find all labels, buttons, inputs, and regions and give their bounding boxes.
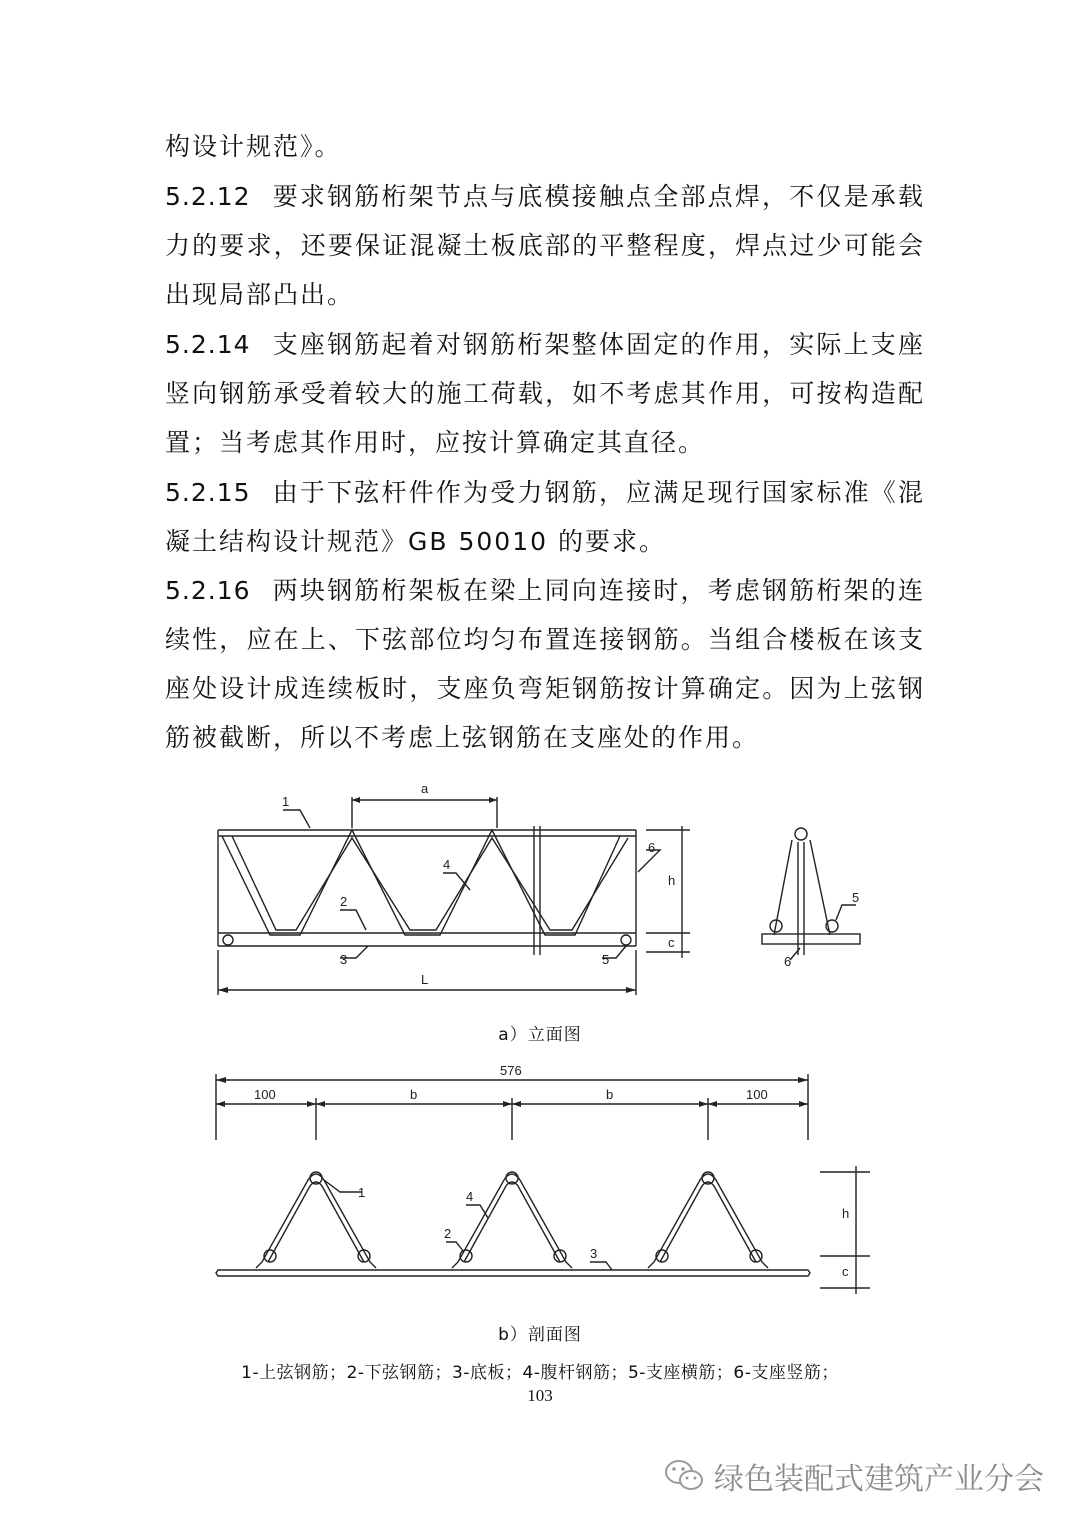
paragraph-continuation xyxy=(165,122,925,171)
label-1: 1 xyxy=(358,1185,366,1200)
dim-total-label: 576 xyxy=(500,1063,522,1078)
bottom-plate xyxy=(216,1270,810,1276)
support-bar-left xyxy=(223,935,233,945)
dim-right-label: 100 xyxy=(746,1087,768,1102)
side-label-6: 6 xyxy=(784,954,792,969)
arrow xyxy=(216,1101,225,1107)
leader-3 xyxy=(590,1262,612,1270)
side-bottom-plate xyxy=(762,934,860,944)
paragraph-text: 构设计规范》。 xyxy=(165,132,342,161)
figure-legend: 1-上弦钢筋；2-下弦钢筋；3-底板；4-腹杆钢筋；5-支座横筋；6-支座竖筋； xyxy=(241,1363,839,1383)
watermark-text: 绿色装配式建筑产业分会 xyxy=(714,1462,1044,1497)
arrow xyxy=(218,987,228,993)
arrow xyxy=(626,987,636,993)
wechat-icon xyxy=(664,1459,704,1493)
label-4: 4 xyxy=(443,857,451,872)
label-2: 2 xyxy=(444,1226,452,1241)
dim-h-label: h xyxy=(842,1206,850,1221)
dim-a-label: a xyxy=(421,781,429,796)
clause-text: 支座钢筋起着对钢筋桁架整体固定的作用，实际上支座竖向钢筋承受着较大的施工荷载，如不考虑其作用，可按构造配置；当考虑其作用时，应按计算确定其直径。 xyxy=(165,330,925,457)
arrow xyxy=(489,797,497,803)
truss-3-web-inner xyxy=(660,1182,756,1262)
label-1: 1 xyxy=(282,794,290,809)
clause-5-2-14 xyxy=(165,320,925,467)
arrow xyxy=(316,1101,325,1107)
side-leader-5 xyxy=(836,905,856,920)
arrow xyxy=(216,1077,226,1083)
clause-text: 两块钢筋桁架板在梁上同向连接时，考虑钢筋桁架的连续性，应在上、下弦部位均匀布置连接钢筋。当组合楼板在该支座处设计成连续板时，支座负弯矩钢筋按计算确定。因为上弦钢筋被截断，所以不考虑上弦钢筋在支座处的作用。 xyxy=(165,576,925,752)
leader-1 xyxy=(283,810,310,828)
arrow xyxy=(699,1101,708,1107)
dim-b2-label: b xyxy=(606,1087,614,1102)
clause-number: 5.2.14 xyxy=(165,330,251,359)
figure-b-caption: b）剖面图 xyxy=(498,1325,582,1345)
clause-number: 5.2.16 xyxy=(165,576,251,605)
label-3: 3 xyxy=(590,1246,598,1261)
label-4: 4 xyxy=(466,1189,474,1204)
dim-L-label: L xyxy=(421,972,429,987)
clause-5-2-16 xyxy=(165,566,925,762)
dim-c-label: c xyxy=(842,1264,849,1279)
truss-2-web-inner xyxy=(464,1182,560,1262)
clause-5-2-12 xyxy=(165,172,925,319)
clause-text: 由于下弦杆件作为受力钢筋，应满足现行国家标准《混凝土结构设计规范》GB 50010 的要求。 xyxy=(165,478,925,556)
leader-2 xyxy=(446,1242,464,1252)
clause-number: 5.2.15 xyxy=(165,478,251,507)
label-5: 5 xyxy=(602,952,610,967)
arrow xyxy=(798,1077,808,1083)
dim-c-label: c xyxy=(668,935,675,950)
label-3: 3 xyxy=(340,952,348,967)
label-2: 2 xyxy=(340,894,348,909)
arrow xyxy=(708,1101,717,1107)
leader-4 xyxy=(466,1205,488,1218)
arrow xyxy=(307,1101,316,1107)
arrow xyxy=(352,797,360,803)
leader-2 xyxy=(340,910,366,930)
figure-b-section xyxy=(0,1062,1080,1302)
arrow xyxy=(503,1101,512,1107)
dim-b1-label: b xyxy=(410,1087,418,1102)
web-bar-inner xyxy=(232,836,628,930)
side-top-chord xyxy=(795,828,807,840)
label-6: 6 xyxy=(648,840,656,855)
side-label-5: 5 xyxy=(852,890,860,905)
arrow xyxy=(799,1101,808,1107)
clause-number: 5.2.12 xyxy=(165,182,251,211)
clause-5-2-15 xyxy=(165,468,925,566)
truss-1-web-inner xyxy=(268,1182,364,1262)
clause-text: 要求钢筋桁架节点与底模接触点全部点焊，不仅是承载力的要求，还要保证混凝土板底部的平整程度，焊点过少可能会出现局部凸出。 xyxy=(165,182,925,309)
side-web-left xyxy=(774,840,792,935)
side-web-right xyxy=(810,840,830,935)
figure-a-caption: a）立面图 xyxy=(498,1025,582,1045)
support-bar-right xyxy=(621,935,631,945)
dim-left-label: 100 xyxy=(254,1087,276,1102)
arrow xyxy=(512,1101,521,1107)
page-number: 103 xyxy=(527,1386,553,1405)
web-bar-outer xyxy=(222,830,620,935)
dim-h-label: h xyxy=(668,873,676,888)
figure-a-elevation xyxy=(0,770,1080,1010)
watermark xyxy=(664,1456,1044,1496)
